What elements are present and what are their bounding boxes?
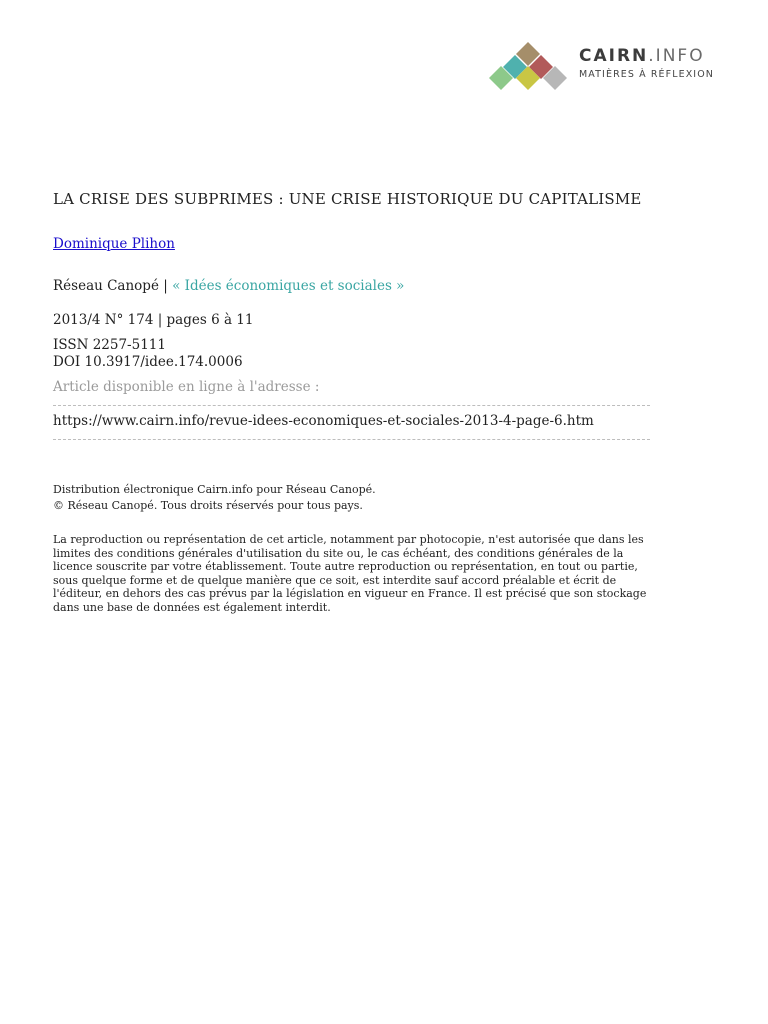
issue-info: 2013/4 N° 174 | pages 6 à 11 — [53, 312, 254, 328]
publisher-separator: | — [158, 278, 173, 294]
logo-name-ext: .INFO — [648, 46, 705, 66]
legal-line: La reproduction ou représentation de cet article, notamment par photocopie, n'est autorisée que dans les — [53, 533, 644, 546]
doi: DOI 10.3917/idee.174.0006 — [53, 354, 243, 370]
article-url-link[interactable]: https://www.cairn.info/revue-idees-economiques-et-sociales-2013-4-page-6.htm — [53, 413, 594, 429]
legal-notice — [53, 533, 721, 615]
legal-line: limites des conditions générales d'utilisation du site ou, le cas échéant, des conditions générales de la — [53, 546, 624, 560]
legal-line: licence souscrite par votre établissement. Toute autre reproduction ou représentation, en tout ou partie, — [53, 560, 638, 574]
cairn-diamonds-logo-icon — [488, 42, 570, 90]
journal-link[interactable]: « Idées économiques et sociales » — [172, 278, 405, 294]
copyright-notice: © Réseau Canopé. Tous droits réservés pour tous pays. — [53, 499, 363, 512]
cairn-logo[interactable] — [488, 42, 728, 92]
publisher-line — [53, 278, 404, 294]
legal-line: sous quelque forme et de quelque manière que ce soit, est interdite sauf accord préalable et écrit de — [53, 573, 617, 587]
issn: ISSN 2257-5111 — [53, 337, 166, 353]
distribution-notice: Distribution électronique Cairn.info pour Réseau Canopé. — [53, 483, 376, 496]
publisher-name: Réseau Canopé — [53, 278, 159, 294]
logo-tagline: MATIÈRES À RÉFLEXION — [579, 69, 714, 80]
availability-label: Article disponible en ligne à l'adresse : — [53, 379, 320, 395]
article-title: LA CRISE DES SUBPRIMES : UNE CRISE HISTORIQUE DU CAPITALISME — [53, 190, 642, 208]
dashed-divider-bottom — [53, 439, 650, 440]
author-link[interactable]: Dominique Plihon — [53, 236, 175, 252]
legal-line: l'éditeur, en dehors des cas prévus par la législation en vigueur en France. Il est précisé que son stockage — [53, 587, 647, 601]
dashed-divider-top — [53, 405, 650, 406]
legal-line: dans une base de données est également interdit. — [53, 600, 331, 614]
logo-name-main: CAIRN — [579, 46, 649, 66]
logo-wordmark — [579, 46, 705, 66]
